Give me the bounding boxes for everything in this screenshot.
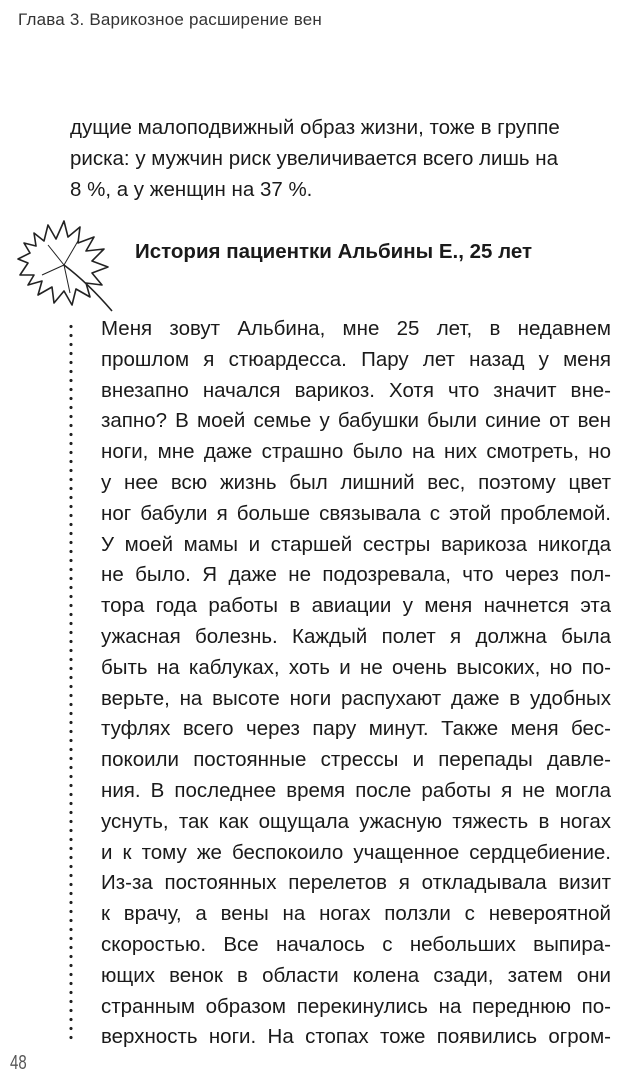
text-line: быть на каблуках, хоть и не очень высоких, но по- xyxy=(101,655,611,679)
text-line: Меня зовут Альбина, мне 25 лет, в недавнем xyxy=(101,317,611,340)
text-line: внезапно начался варикоз. Хотя что значит вне- xyxy=(101,378,611,402)
text-line: туфлях всего через пару минут. Также меня бес- xyxy=(101,717,611,741)
text-line: ужасная болезнь. Каждый полет я должна была xyxy=(101,624,611,648)
text-line: 8 %, а у женщин на 37 %. xyxy=(70,178,313,201)
text-line: дущие малоподвижный образ жизни, тоже в группе xyxy=(70,116,560,139)
text-line: тора года работы в авиации у меня начнется эта xyxy=(101,594,611,618)
intro-paragraph xyxy=(70,112,600,205)
page-number: 48 xyxy=(10,1052,27,1074)
text-line: Из-за постоянных перелетов я откладывала визит xyxy=(101,871,611,895)
text-line: запно? В моей семье у бабушки были синие от вен xyxy=(101,409,611,433)
text-line: не было. Я даже не подозревала, что через пол- xyxy=(101,563,611,587)
text-line: прошлом я стюардесса. Пару лет назад у меня xyxy=(101,347,611,371)
text-line: верьте, на высоте ноги распухают даже в удобных xyxy=(101,686,611,710)
story-body xyxy=(101,314,611,1053)
text-line: ющих венок в области колена сзади, затем они xyxy=(101,963,611,987)
text-line: уснуть, так как ощущала ужасную тяжесть в ногах xyxy=(101,809,611,833)
text-line: ния. В последнее время после работы я не могла xyxy=(101,778,611,802)
maple-leaf-icon xyxy=(8,213,123,313)
text-line: покоили постоянные стрессы и перепады давле- xyxy=(101,748,611,772)
text-line: риска: у мужчин риск увеличивается всего лишь на xyxy=(70,147,559,170)
text-line: и к тому же беспокоило учащенное сердцебиение. xyxy=(101,840,611,864)
text-line: странным образом перекинулись на переднюю по- xyxy=(101,994,611,1018)
text-line: скоростью. Все началось с небольших выпира- xyxy=(101,932,611,956)
running-header: Глава 3. Варикозное расширение вен xyxy=(18,10,322,29)
text-line: у нее всю жизнь был лишний вес, поэтому цвет xyxy=(101,470,611,494)
text-line: ног бабули я больше связывала с этой проблемой. xyxy=(101,501,611,525)
dotted-sidebar-line xyxy=(68,322,74,1042)
text-line: У моей мамы и старшей сестры варикоза никогда xyxy=(101,532,611,556)
story-heading: История пациентки Альбины Е., 25 лет xyxy=(135,240,533,263)
text-line: к врачу, а вены на ногах ползли с невероятной xyxy=(101,902,611,926)
text-line: верхность ноги. На стопах тоже появились огром- xyxy=(101,1025,611,1049)
text-line: ноги, мне даже страшно было на них смотреть, но xyxy=(101,440,611,464)
